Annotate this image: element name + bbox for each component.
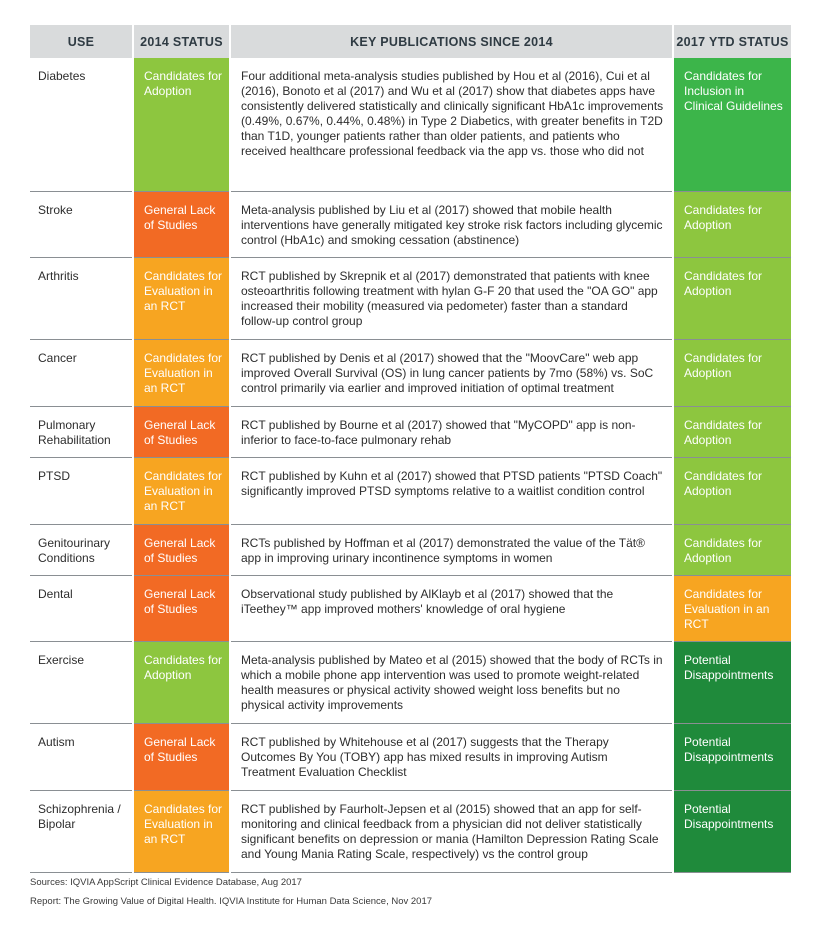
use-cell: Diabetes [30,58,133,191]
status-2017-cell: Potential Disappointments [673,641,791,723]
status-2017-cell: Candidates for Adoption [673,191,791,257]
status-2014-cell: Candidates for Adoption [133,58,230,191]
use-cell: Genitourinary Conditions [30,524,133,575]
table-row [30,191,791,257]
table-row [30,524,791,575]
use-cell: Arthritis [30,257,133,339]
publication-cell: RCT published by Denis et al (2017) showed that the "MoovCare" web app improved Overall Survival (OS) in lung cancer patients by 7mo (58%) vs. SoC control primarily via earlier and improved initiation of optimal treatment [230,339,673,406]
publication-cell: RCT published by Bourne et al (2017) showed that "MyCOPD" app is non-inferior to face-to-face pulmonary rehab [230,406,673,457]
report-note: Report: The Growing Value of Digital Health. IQVIA Institute for Human Data Science, Nov 2017 [30,896,433,907]
table-row [30,58,791,191]
status-2014-cell: Candidates for Evaluation in an RCT [133,257,230,339]
publication-cell: RCTs published by Hoffman et al (2017) demonstrated the value of the Tät® app in improving urinary incontinence symptoms in women [230,524,673,575]
table-row [30,790,791,872]
header-2017-ytd-status: 2017 YTD STATUS [673,25,791,58]
status-2014-cell: Candidates for Evaluation in an RCT [133,457,230,524]
publication-cell: RCT published by Whitehouse et al (2017) suggests that the Therapy Outcomes By You (TOBY) app has mixed results in improving Autism Treatment Evaluation Checklist [230,723,673,790]
table-row [30,406,791,457]
publication-cell: Meta-analysis published by Mateo et al (2015) showed that the body of RCTs in which a mobile phone app intervention was used to promote weight-related health measures or physical activity showed weight loss benefits but no physical activity improvements [230,641,673,723]
use-cell: Pulmonary Rehabilitation [30,406,133,457]
use-cell: Exercise [30,641,133,723]
header-row [30,25,791,58]
header-2014-status: 2014 STATUS [133,25,230,58]
evidence-table [30,25,791,873]
status-2017-cell: Candidates for Adoption [673,457,791,524]
status-2014-cell: General Lack of Studies [133,191,230,257]
sources-note: Sources: IQVIA AppScript Clinical Evidence Database, Aug 2017 [30,877,302,888]
status-2017-cell: Potential Disappointments [673,790,791,872]
status-2017-cell: Candidates for Adoption [673,406,791,457]
use-cell: Autism [30,723,133,790]
status-2014-cell: General Lack of Studies [133,406,230,457]
table-row [30,339,791,406]
status-2017-cell: Candidates for Adoption [673,339,791,406]
status-2014-cell: Candidates for Evaluation in an RCT [133,790,230,872]
status-2017-cell: Candidates for Adoption [673,257,791,339]
status-2014-cell: Candidates for Evaluation in an RCT [133,339,230,406]
status-2017-cell: Potential Disappointments [673,723,791,790]
table-row [30,257,791,339]
use-cell: Dental [30,575,133,641]
header-key-publications: KEY PUBLICATIONS SINCE 2014 [230,25,673,58]
publication-cell: Observational study published by AlKlayb et al (2017) showed that the iTeethey™ app improved mothers' knowledge of oral hygiene [230,575,673,641]
table-row [30,641,791,723]
status-2014-cell: General Lack of Studies [133,723,230,790]
header-use: USE [30,25,133,58]
table-row [30,723,791,790]
status-2017-cell: Candidates for Evaluation in an RCT [673,575,791,641]
status-2017-cell: Candidates for Adoption [673,524,791,575]
publication-cell: RCT published by Faurholt-Jepsen et al (2015) showed that an app for self-monitoring and clinical feedback from a physician did not deliver statistically significant benefits on depression or mania (Hamilton Depression Rating Scale and Young Mania Rating Scale, respectively) vs the control group [230,790,673,872]
use-cell: Schizophrenia / Bipolar [30,790,133,872]
use-cell: Cancer [30,339,133,406]
table-row [30,457,791,524]
status-2017-cell: Candidates for Inclusion in Clinical Guidelines [673,58,791,191]
publication-cell: Four additional meta-analysis studies published by Hou et al (2016), Cui et al (2016), Bonoto et al (2017) and Wu et al (2017) show that diabetes apps have consistently delivered statistically and clinically significant HbA1c improvements (0.49%, 0.67%, 0.44%, 0.48%) in Type 2 Diabetics, with greater benefits in T2D than T1D, younger patients rather than older patients, and patients who received healthcare professional feedback via the app vs. those who did not [230,58,673,191]
publication-cell: Meta-analysis published by Liu et al (2017) showed that mobile health interventions have generally mitigated key stroke risk factors including glycemic control (HbA1c) and smoking cessation (abstinence) [230,191,673,257]
publication-cell: RCT published by Skrepnik et al (2017) demonstrated that patients with knee osteoarthritis following treatment with hylan G-F 20 that used the "OA GO" app increased their mobility (measured via pedometer) faster than a standard follow-up control group [230,257,673,339]
status-2014-cell: Candidates for Adoption [133,641,230,723]
use-cell: Stroke [30,191,133,257]
status-2014-cell: General Lack of Studies [133,575,230,641]
use-cell: PTSD [30,457,133,524]
publication-cell: RCT published by Kuhn et al (2017) showed that PTSD patients "PTSD Coach" significantly improved PTSD symptoms relative to a waitlist condition control [230,457,673,524]
table-row [30,575,791,641]
status-2014-cell: General Lack of Studies [133,524,230,575]
